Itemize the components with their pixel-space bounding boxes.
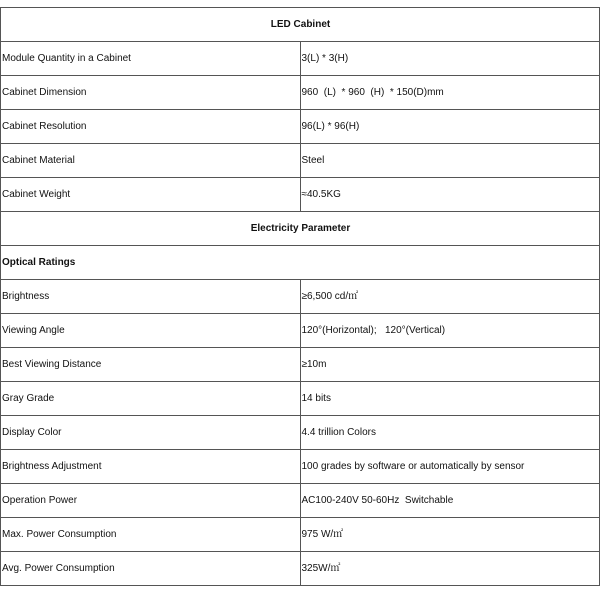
table-row bbox=[1, 518, 600, 552]
table-row bbox=[1, 42, 600, 76]
table-row bbox=[1, 450, 600, 484]
spec-value: 3(L) * 3(H) bbox=[300, 42, 600, 76]
table-row bbox=[1, 348, 600, 382]
subsection-header-row bbox=[1, 246, 600, 280]
spec-value: 4.4 trillion Colors bbox=[300, 416, 600, 450]
section-header-row bbox=[1, 212, 600, 246]
section-header-row bbox=[1, 8, 600, 42]
spec-label: Cabinet Material bbox=[1, 144, 301, 178]
spec-value: ≥10m bbox=[300, 348, 600, 382]
spec-label: Cabinet Weight bbox=[1, 178, 301, 212]
table-row bbox=[1, 178, 600, 212]
table-row bbox=[1, 76, 600, 110]
spec-label: Avg. Power Consumption bbox=[1, 552, 301, 586]
table-row bbox=[1, 416, 600, 450]
spec-label: Cabinet Dimension bbox=[1, 76, 301, 110]
spec-value: 96(L) * 96(H) bbox=[300, 110, 600, 144]
spec-label: Operation Power bbox=[1, 484, 301, 518]
table-row bbox=[1, 382, 600, 416]
spec-value: ≈40.5KG bbox=[300, 178, 600, 212]
table-row bbox=[1, 484, 600, 518]
table-row bbox=[1, 552, 600, 586]
spec-label: Best Viewing Distance bbox=[1, 348, 301, 382]
table-row bbox=[1, 280, 600, 314]
spec-table bbox=[0, 7, 600, 586]
spec-value: Steel bbox=[300, 144, 600, 178]
spec-label: Cabinet Resolution bbox=[1, 110, 301, 144]
table-row bbox=[1, 110, 600, 144]
spec-label: Brightness bbox=[1, 280, 301, 314]
spec-label: Display Color bbox=[1, 416, 301, 450]
section-title-electricity: Electricity Parameter bbox=[1, 212, 600, 246]
spec-label: Max. Power Consumption bbox=[1, 518, 301, 552]
table-row bbox=[1, 314, 600, 348]
spec-value: 14 bits bbox=[300, 382, 600, 416]
spec-label: Viewing Angle bbox=[1, 314, 301, 348]
spec-value: 325W/㎡ bbox=[300, 552, 600, 586]
spec-label: Brightness Adjustment bbox=[1, 450, 301, 484]
section-title-led-cabinet: LED Cabinet bbox=[1, 8, 600, 42]
spec-value: 100 grades by software or automatically by sensor bbox=[300, 450, 600, 484]
spec-value: 960 (L) * 960 (H) * 150(D)mm bbox=[300, 76, 600, 110]
spec-value: ≥6,500 cd/㎡ bbox=[300, 280, 600, 314]
spec-value: 120°(Horizontal); 120°(Vertical) bbox=[300, 314, 600, 348]
spec-value: 975 W/㎡ bbox=[300, 518, 600, 552]
spec-label: Gray Grade bbox=[1, 382, 301, 416]
table-row bbox=[1, 144, 600, 178]
subsection-title-optical-ratings: Optical Ratings bbox=[1, 246, 600, 280]
spec-label: Module Quantity in a Cabinet bbox=[1, 42, 301, 76]
spec-value: AC100-240V 50-60Hz Switchable bbox=[300, 484, 600, 518]
